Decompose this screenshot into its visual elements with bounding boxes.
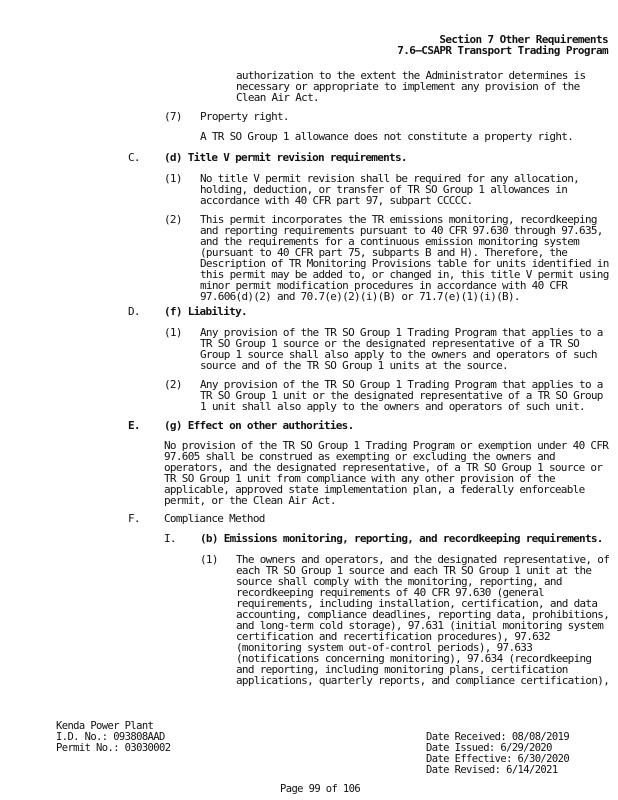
section-c-p2-line: (pursuant to 40 CFR part 75, subparts B and H). Therefore, the	[200, 246, 568, 259]
section-c-title: (d) Title V permit revision requirements.	[164, 151, 407, 164]
section-f-sub1-number: I.	[164, 532, 176, 545]
item-7-text: A TR SO Group 1 allowance does not constitute a property right.	[200, 130, 574, 143]
section-f-p1-line: (monitoring system out-of-control periods), 97.633	[236, 641, 533, 654]
section-c-p2-line: Description of TR Monitoring Provisions table for units identified in	[200, 257, 609, 270]
section-d-p1-line: TR SO Group 1 source or the designated representative of a TR SO	[200, 337, 580, 350]
item-7-number: (7)	[164, 110, 182, 123]
section-f-p1-line: each TR SO Group 1 source and each TR SO Group 1 unit at the	[236, 564, 592, 577]
section-d-p1-line: source and of the TR SO Group 1 units at the source.	[200, 359, 508, 372]
section-header	[397, 34, 608, 56]
section-c-p2-line: minor permit modification procedures in accordance with 40 CFR	[200, 279, 568, 292]
section-e-line: applicable, approved state implementation plan, a federally enforceable	[164, 483, 585, 496]
footer-date-issued: Date Issued: 6/29/2020	[426, 742, 552, 754]
section-f-p1-line: source shall comply with the monitoring, reporting, and	[236, 575, 562, 588]
section-e-title: (g) Effect on other authorities.	[164, 419, 354, 432]
footer-date-effective: Date Effective: 6/30/2020	[426, 753, 570, 765]
section-d-letter: D.	[128, 305, 140, 318]
section-f-letter: F.	[128, 512, 140, 525]
item-7-title: Property right.	[200, 110, 289, 123]
intro-line: Clean Air Act.	[236, 91, 319, 104]
section-c-p1-line: accordance with 40 CFR part 97, subpart CCCCC.	[200, 194, 473, 207]
footer-id-number: I.D. No.: 093808AAD	[56, 731, 165, 743]
section-c-p2-line: and the requirements for a continuous emission monitoring system	[200, 235, 580, 248]
intro-line: necessary or appropriate to implement any provision of the	[236, 80, 580, 93]
section-e-line: TR SO Group 1 unit from compliance with any other provision of the	[164, 472, 555, 485]
section-c-p2-line: This permit incorporates the TR emissions monitoring, recordkeeping	[200, 213, 597, 226]
section-d-p2-line: TR SO Group 1 unit or the designated representative of a TR SO Group	[200, 389, 603, 402]
section-d-p2-line: Any provision of the TR SO Group 1 Trading Program that applies to a	[200, 378, 603, 391]
section-c-p2-number: (2)	[164, 213, 182, 226]
footer-date-revised: Date Revised: 6/14/2021	[426, 764, 558, 776]
footer-date-received: Date Received: 08/08/2019	[426, 731, 570, 743]
section-f-p1-line: recordkeeping requirements of 40 CFR 97.630 (general	[236, 586, 544, 599]
section-f-p1-line: and reporting, including monitoring plans, certification	[236, 663, 568, 676]
section-d-title: (f) Liability.	[164, 305, 247, 318]
header-line-2: 7.6–CSAPR Transport Trading Program	[397, 44, 608, 57]
intro-line: authorization to the extent the Administrator determines is	[236, 69, 586, 82]
page-number: Page 99 of 106	[280, 783, 361, 795]
section-f-p1-line: accounting, compliance deadlines, reporting data, prohibitions,	[236, 608, 610, 621]
section-e-line: 97.605 shall be construed as exempting or excluding the owners and	[164, 450, 555, 463]
section-c-p2-line: and reporting requirements pursuant to 40 CFR 97.630 through 97.635,	[200, 224, 603, 237]
section-e-letter: E.	[128, 419, 140, 432]
section-f-title: Compliance Method	[164, 512, 265, 525]
section-f-p1-line: applications, quarterly reports, and compliance certification),	[236, 674, 610, 687]
header-line-1: Section 7 Other Requirements	[439, 33, 608, 46]
section-e-line: permit, or the Clean Air Act.	[164, 494, 336, 507]
section-d-p2-line: 1 unit shall also apply to the owners and operators of such unit.	[200, 400, 585, 413]
footer-plant-name: Kenda Power Plant	[56, 720, 154, 732]
section-c-p1-line: No title V permit revision shall be required for any allocation,	[200, 172, 580, 185]
section-e-line: No provision of the TR SO Group 1 Trading Program or exemption under 40 CFR	[164, 439, 609, 452]
section-c-p2-line: this permit may be added to, or changed in, this title V permit using	[200, 268, 609, 281]
section-c-letter: C.	[128, 151, 140, 164]
section-d-p1-line: Group 1 source shall also apply to the owners and operators of such	[200, 348, 597, 361]
section-c-p1-number: (1)	[164, 172, 182, 185]
section-d-p2-number: (2)	[164, 378, 182, 391]
section-f-p1-line: certification and recertification procedures), 97.632	[236, 630, 550, 643]
section-d-p1-line: Any provision of the TR SO Group 1 Trading Program that applies to a	[200, 326, 603, 339]
section-c-p1-line: holding, deduction, or transfer of TR SO Group 1 allowances in	[200, 183, 568, 196]
section-e-line: operators, and the designated representative, of a TR SO Group 1 source or	[164, 461, 603, 474]
section-f-sub1-title: (b) Emissions monitoring, reporting, and recordkeeping requirements.	[200, 532, 603, 545]
section-f-p1-number: (1)	[200, 553, 218, 566]
section-f-p1-line: requirements, including installation, certification, and data	[236, 597, 598, 610]
footer-permit-number: Permit No.: 03030002	[56, 742, 171, 754]
section-f-p1-line: The owners and operators, and the designated representative, of	[236, 553, 610, 566]
section-f-p1-line: and long-term cold storage), 97.631 (initial monitoring system	[236, 619, 604, 632]
section-f-p1-line: (notifications concerning monitoring), 97.634 (recordkeeping	[236, 652, 592, 665]
section-c-p2-line: 97.606(d)(2) and 70.7(e)(2)(i)(B) or 71.7(e)(1)(i)(B).	[200, 290, 520, 303]
section-d-p1-number: (1)	[164, 326, 182, 339]
